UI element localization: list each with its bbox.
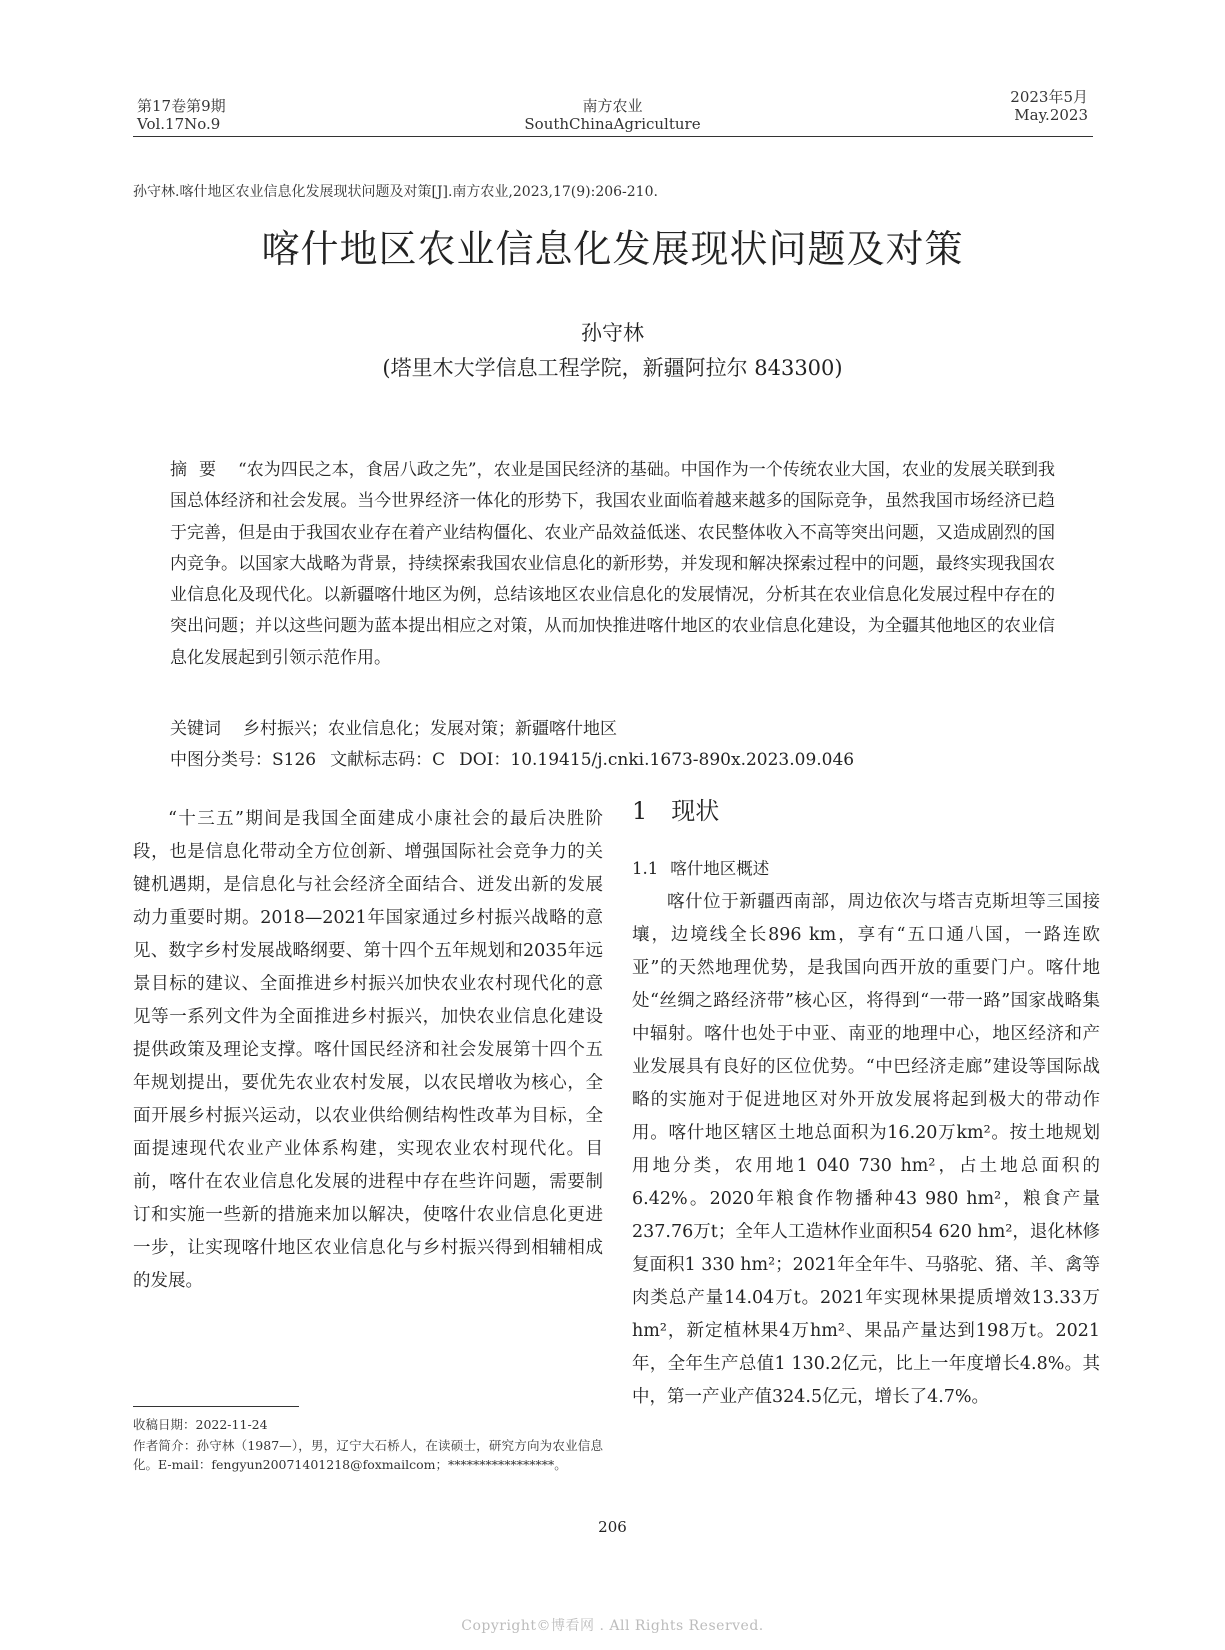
volume-cn: 第17卷第9期 bbox=[137, 97, 226, 115]
header-date bbox=[1010, 88, 1088, 124]
keywords bbox=[170, 714, 617, 739]
keywords-label: 关键词 bbox=[170, 719, 221, 739]
author-name: 孙守林 bbox=[581, 321, 644, 345]
journal-cn: 南方农业 bbox=[582, 97, 643, 115]
footnote-rule bbox=[133, 1406, 299, 1407]
page-number: 206 bbox=[598, 1518, 627, 1536]
subsection-heading bbox=[632, 855, 769, 879]
abstract-text: “农为四民之本，食居八政之先”，农业是国民经济的基础。中国作为一个传统农业大国，农业的发展关联到我国总体经济和社会发展。当今世界经济一体化的形势下，我国农业面临着越来越多的国际竞争，虽然我国市场经济已趋于完善，但是由于我国农业存在着产业结构僵化、农业产品效益低迷、农民整体收入不高等突出问题，又造成剧烈的国内竞争。以国家大战略为背景，持续探索我国农业信息化的新形势，并发现和解决探索过程中的问题，最终实现我国农业信息化及现代化。以新疆喀什地区为例，总结该地区农业信息化的发展情况，分析其在农业信息化发展过程中存在的突出问题；并以这些问题为蓝本提出相应之对策，从而加快推进喀什地区的农业信息化建设，为全疆其他地区的农业信息化发展起到引领示范作用。 bbox=[170, 460, 1055, 668]
footnote-received: 收稿日期：2022-11-24 bbox=[133, 1417, 268, 1432]
header-rule bbox=[133, 136, 1093, 137]
citation: 孙守林.喀什地区农业信息化发展现状问题及对策[J].南方农业,2023,17(9):206-210. bbox=[133, 184, 658, 200]
abstract bbox=[170, 455, 1055, 674]
section-title: 现状 bbox=[671, 797, 720, 825]
subsection-number: 1.1 bbox=[632, 859, 659, 878]
footnote-author-bio: 作者简介：孙守林（1987—），男，辽宁大石桥人，在读硕士，研究方向为农业信息化。E-mail：fengyun20071401218@foxmailcom；*****************。 bbox=[133, 1438, 603, 1472]
author-affiliation: (塔里木大学信息工程学院，新疆阿拉尔 843300) bbox=[382, 356, 843, 380]
volume-en: Vol.17No.9 bbox=[137, 115, 221, 133]
article-title: 喀什地区农业信息化发展现状问题及对策 bbox=[261, 227, 964, 271]
journal-en: SouthChinaAgriculture bbox=[524, 115, 701, 133]
intro-paragraph: “十三五”期间是我国全面建成小康社会的最后决胜阶段，也是信息化带动全方位创新、增强国际社会竞争力的关键机遇期，是信息化与社会经济全面结合、迸发出新的发展动力重要时期。2018—2021年国家通过乡村振兴战略的意见、数字乡村发展战略纲要、第十四个五年规划和2035年远景目标的建议、全面推进乡村振兴加快农业农村现代化的意见等一系列文件为全面推进乡村振兴，加快农业信息化建设提供政策及理论支撑。喀什国民经济和社会发展第十四个五年规划提出，要优先农业农村发展，以农民增收为核心，全面开展乡村振兴运动，以农业供给侧结构性改革为目标，全面提速现代农业产业体系构建，实现农业农村现代化。目前，喀什在农业信息化发展的进程中存在些许问题，需要制订和实施一些新的措施来加以解决，使喀什农业信息化更进一步，让实现喀什地区农业信息化与乡村振兴得到相辅相成的发展。 bbox=[133, 809, 603, 1291]
subsection-title: 喀什地区概述 bbox=[670, 859, 770, 878]
copyright-notice: Copyright©博看网 . All Rights Reserved. bbox=[461, 1618, 764, 1634]
body-paragraph: 喀什位于新疆西南部，周边依次与塔吉克斯坦等三国接壤，边境线全长896 km，享有“五口通八国，一路连欧亚”的天然地理优势，是我国向西开放的重要门户。喀什地处“丝绸之路经济带”核心区，将得到“一带一路”国家战略集中辐射。喀什也处于中亚、南亚的地理中心，地区经济和产业发展具有良好的区位优势。“中巴经济走廊”建设等国际战略的实施对于促进地区对外开放发展将起到极大的带动作用。喀什地区辖区土地总面积为16.20万km²。按土地规划用地分类，农用地1 040 730 hm²，占土地总面积的6.42%。2020年粮食作物播种43 980 hm²，粮食产量237.76万t；全年人工造林作业面积54 620 hm²，退化林修复面积1 330 hm²；2021年全年牛、马骆驼、猪、羊、禽等肉类总产量14.04万t。2021年实现林果提质增效13.33万hm²，新定植林果4万hm²、果品产量达到198万t。2021年，全年生产总值1 130.2亿元，比上一年度增长4.8%。其中，第一产业产值324.5亿元，增长了4.7%。 bbox=[632, 892, 1100, 1407]
clc-number: 中图分类号：S126 bbox=[170, 750, 317, 770]
section-number: 1 bbox=[632, 797, 648, 825]
date-cn: 2023年5月 bbox=[1010, 88, 1088, 106]
document-code: 文献标志码：C bbox=[330, 750, 446, 770]
section-heading bbox=[632, 791, 719, 826]
abstract-label: 摘要 bbox=[170, 460, 229, 480]
date-en: May.2023 bbox=[1014, 106, 1088, 124]
keywords-text: 乡村振兴；农业信息化；发展对策；新疆喀什地区 bbox=[243, 719, 617, 739]
doi: DOI：10.19415/j.cnki.1673-890x.2023.09.046 bbox=[459, 750, 855, 770]
classification bbox=[170, 745, 868, 770]
